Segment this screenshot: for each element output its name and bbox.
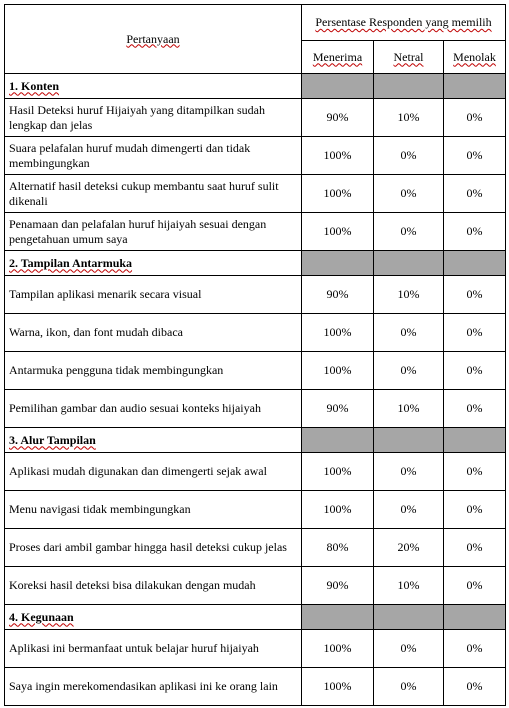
response-percentage-header <box>302 5 506 41</box>
table-row <box>5 567 506 605</box>
question-cell <box>5 668 302 706</box>
question-cell <box>5 352 302 390</box>
section-title-text: 1. Konten <box>9 78 60 93</box>
neutral-percentage: 10% <box>374 390 444 428</box>
table-row <box>5 491 506 529</box>
option-header-neutral <box>374 41 444 74</box>
question-cell <box>5 213 302 251</box>
survey-results-table <box>4 4 506 706</box>
section-shaded-cell <box>302 74 374 99</box>
neutral-percentage: 0% <box>374 213 444 251</box>
question-cell <box>5 453 302 491</box>
section-header-row <box>5 428 506 453</box>
question-cell <box>5 137 302 175</box>
section-title-text: 4. Kegunaan <box>9 609 74 624</box>
option-header-reject <box>444 41 506 74</box>
neutral-percentage: 0% <box>374 314 444 352</box>
question-cell <box>5 276 302 314</box>
accept-percentage: 90% <box>302 390 374 428</box>
section-header-row <box>5 605 506 630</box>
section-shaded-cell <box>444 605 506 630</box>
accept-percentage: 90% <box>302 276 374 314</box>
neutral-percentage: 0% <box>374 175 444 213</box>
neutral-percentage: 0% <box>374 352 444 390</box>
section-shaded-cell <box>302 605 374 630</box>
section-shaded-cell <box>444 428 506 453</box>
question-text: Proses dari ambil gambar hingga hasil deteksi cukup jelas <box>9 540 287 554</box>
question-cell <box>5 390 302 428</box>
reject-percentage: 0% <box>444 453 506 491</box>
table-row <box>5 137 506 175</box>
neutral-percentage: 10% <box>374 567 444 605</box>
section-title <box>5 605 302 630</box>
question-text: Menu navigasi tidak membingungkan <box>9 502 191 516</box>
reject-percentage: 0% <box>444 175 506 213</box>
neutral-percentage: 0% <box>374 668 444 706</box>
table-row <box>5 314 506 352</box>
accept-percentage: 100% <box>302 630 374 668</box>
option-header-accept <box>302 41 374 74</box>
response-percentage-label: Persentase Responden yang memilih <box>315 15 492 29</box>
section-shaded-cell <box>444 74 506 99</box>
section-header-row <box>5 251 506 276</box>
question-text: Pemilihan gambar dan audio sesuai konteks hijaiyah <box>9 401 261 415</box>
table-row <box>5 99 506 137</box>
table-row <box>5 352 506 390</box>
accept-percentage: 100% <box>302 491 374 529</box>
table-row <box>5 175 506 213</box>
neutral-percentage: 0% <box>374 453 444 491</box>
question-cell <box>5 567 302 605</box>
section-shaded-cell <box>374 605 444 630</box>
reject-percentage: 0% <box>444 99 506 137</box>
header-row-top <box>5 5 506 41</box>
neutral-percentage: 10% <box>374 276 444 314</box>
section-shaded-cell <box>302 251 374 276</box>
accept-percentage: 80% <box>302 529 374 567</box>
accept-percentage: 100% <box>302 175 374 213</box>
accept-percentage: 100% <box>302 137 374 175</box>
section-title <box>5 74 302 99</box>
reject-percentage: 0% <box>444 630 506 668</box>
question-text: Aplikasi mudah digunakan dan dimengerti sejak awal <box>9 464 267 478</box>
reject-percentage: 0% <box>444 213 506 251</box>
question-cell <box>5 529 302 567</box>
section-shaded-cell <box>374 251 444 276</box>
reject-percentage: 0% <box>444 567 506 605</box>
neutral-percentage: 0% <box>374 630 444 668</box>
reject-percentage: 0% <box>444 491 506 529</box>
question-text: Antarmuka pengguna tidak membingungkan <box>9 363 224 377</box>
question-column-header: Pertanyaan <box>5 5 302 74</box>
section-header-row <box>5 74 506 99</box>
accept-percentage: 100% <box>302 314 374 352</box>
question-cell <box>5 175 302 213</box>
option-label-neutral: Netral <box>393 49 424 64</box>
question-cell <box>5 491 302 529</box>
survey-body <box>5 74 506 706</box>
reject-percentage: 0% <box>444 529 506 567</box>
section-shaded-cell <box>444 251 506 276</box>
reject-percentage: 0% <box>444 314 506 352</box>
table-row <box>5 630 506 668</box>
section-title <box>5 428 302 453</box>
question-text: Tampilan aplikasi menarik secara visual <box>9 287 202 301</box>
neutral-percentage: 0% <box>374 491 444 529</box>
reject-percentage: 0% <box>444 276 506 314</box>
reject-percentage: 0% <box>444 668 506 706</box>
question-cell <box>5 630 302 668</box>
accept-percentage: 100% <box>302 213 374 251</box>
table-row <box>5 276 506 314</box>
neutral-percentage: 0% <box>374 137 444 175</box>
question-text: Koreksi hasil deteksi bisa dilakukan dengan mudah <box>9 578 256 592</box>
accept-percentage: 90% <box>302 567 374 605</box>
accept-percentage: 100% <box>302 453 374 491</box>
reject-percentage: 0% <box>444 352 506 390</box>
question-text: Suara pelafalan huruf mudah dimengerti dan tidak membingungkan <box>9 140 251 170</box>
question-text: Aplikasi ini bermanfaat untuk belajar huruf hijaiyah <box>9 641 259 655</box>
table-row <box>5 529 506 567</box>
neutral-percentage: 10% <box>374 99 444 137</box>
accept-percentage: 100% <box>302 352 374 390</box>
table-row <box>5 213 506 251</box>
section-shaded-cell <box>302 428 374 453</box>
section-shaded-cell <box>374 74 444 99</box>
table-row <box>5 668 506 706</box>
question-text: Hasil Deteksi huruf Hijaiyah yang ditampilkan sudah lengkap dan jelas <box>9 102 265 132</box>
option-label-accept: Menerima <box>312 49 363 64</box>
question-text: Saya ingin merekomendasikan aplikasi ini ke orang lain <box>9 679 278 693</box>
question-text: Alternatif hasil deteksi cukup membantu saat huruf sulit dikenali <box>9 178 279 208</box>
option-label-reject: Menolak <box>453 49 496 64</box>
accept-percentage: 90% <box>302 99 374 137</box>
table-row <box>5 453 506 491</box>
question-text: Penamaan dan pelafalan huruf hijaiyah sesuai dengan pengetahuan umum saya <box>9 216 267 246</box>
question-cell <box>5 99 302 137</box>
section-title-text: 2. Tampilan Antarmuka <box>9 255 133 270</box>
question-cell <box>5 314 302 352</box>
table-row <box>5 390 506 428</box>
accept-percentage: 100% <box>302 668 374 706</box>
survey-table-container <box>4 4 506 706</box>
section-title-text: 3. Alur Tampilan <box>9 432 96 447</box>
section-shaded-cell <box>374 428 444 453</box>
reject-percentage: 0% <box>444 390 506 428</box>
section-title <box>5 251 302 276</box>
reject-percentage: 0% <box>444 137 506 175</box>
question-text: Warna, ikon, dan font mudah dibaca <box>9 325 183 339</box>
neutral-percentage: 20% <box>374 529 444 567</box>
